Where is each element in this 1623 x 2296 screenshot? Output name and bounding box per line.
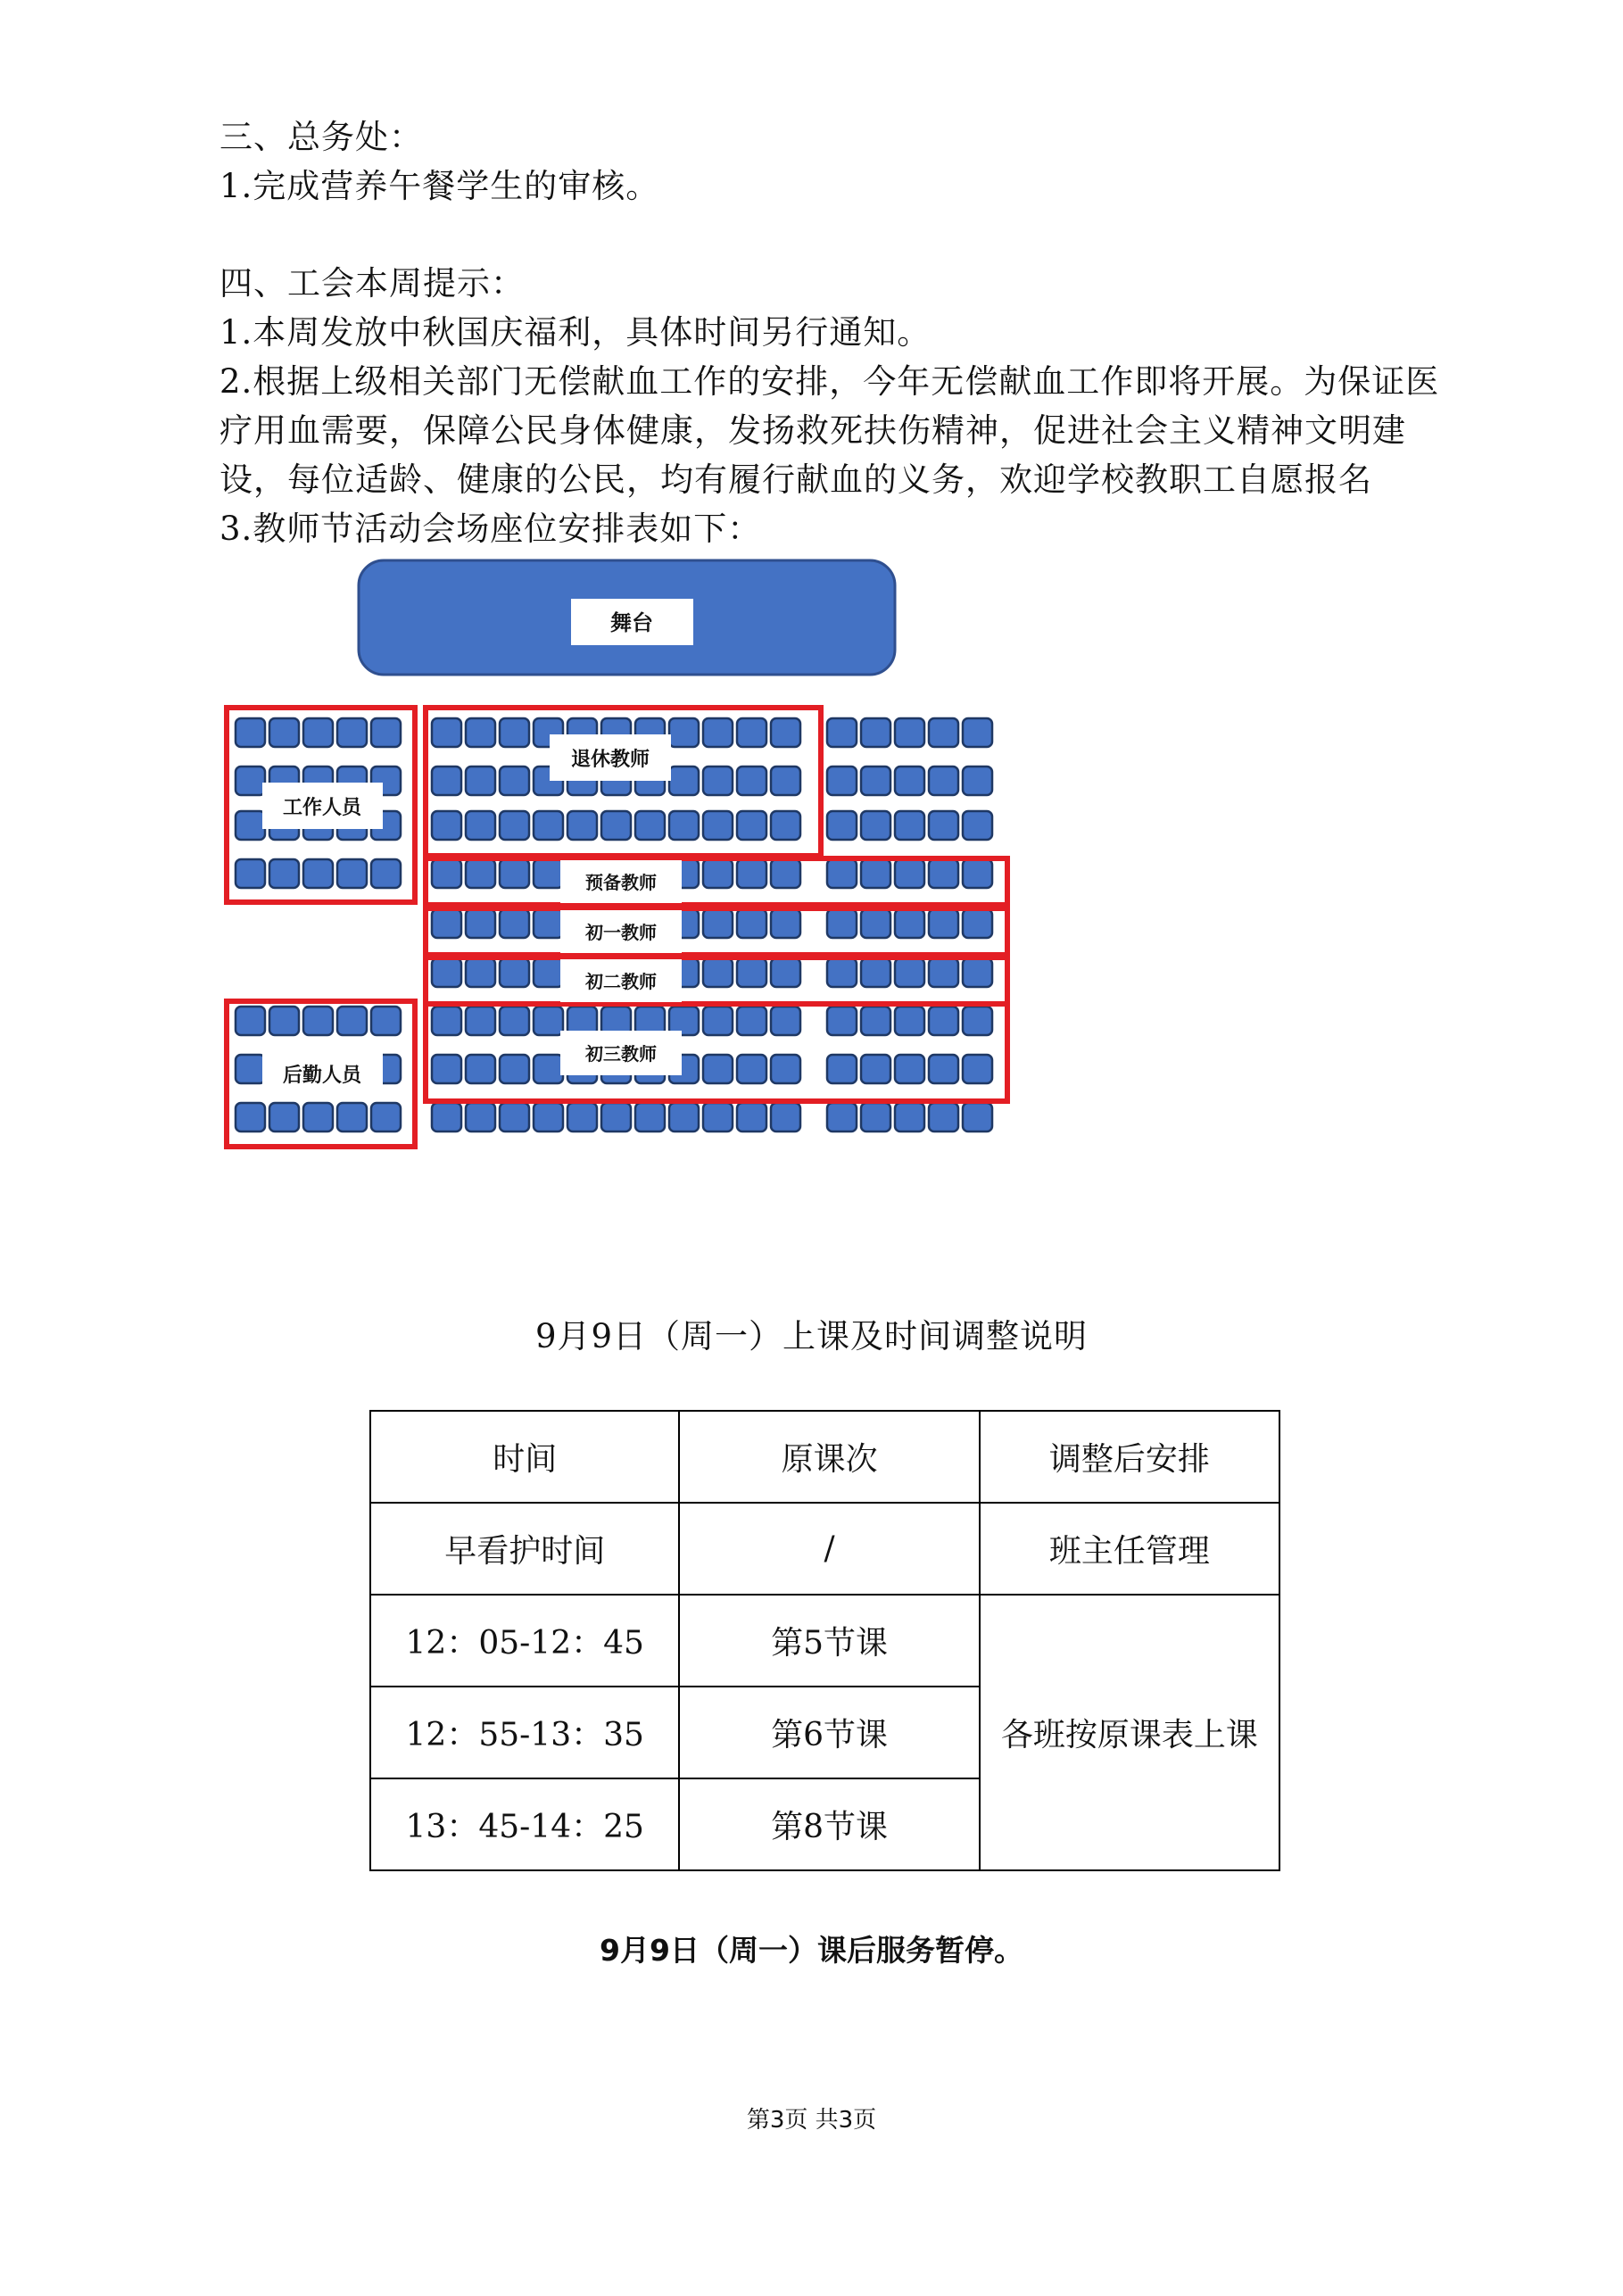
seat — [771, 958, 800, 987]
seat — [500, 958, 529, 987]
seat — [567, 811, 597, 840]
seat — [827, 859, 857, 888]
seat — [500, 811, 529, 840]
union-item-2-line-2: 疗用血需要，保障公民身体健康，发扬救死扶伤精神，促进社会主义精神文明建 — [219, 411, 1406, 450]
seat — [861, 1007, 890, 1035]
seat — [236, 811, 265, 840]
seat — [963, 1007, 992, 1035]
seat — [929, 909, 958, 938]
cell-time: 12：05-12：45 — [370, 1595, 679, 1687]
schedule-table — [369, 1410, 1280, 1871]
header-original-period: 原课次 — [679, 1411, 979, 1503]
seat — [895, 909, 924, 938]
seat — [669, 767, 699, 795]
seat — [737, 958, 766, 987]
seat — [771, 859, 800, 888]
stage-label: 舞台 — [610, 610, 653, 635]
seat — [827, 811, 857, 840]
retired-label: 退休教师 — [570, 749, 650, 771]
union-item-1: 1.本周发放中秋国庆福利，具体时间另行通知。 — [219, 313, 932, 352]
seat — [963, 767, 992, 795]
seat — [269, 1103, 299, 1131]
seat — [534, 1055, 563, 1083]
seat — [534, 958, 563, 987]
seat — [466, 1103, 495, 1131]
seat — [236, 718, 265, 747]
seat — [895, 1055, 924, 1083]
seat — [236, 1055, 265, 1083]
seat — [771, 718, 800, 747]
seat — [827, 909, 857, 938]
cell-merged-arrangement: 各班按原课表上课 — [980, 1595, 1279, 1870]
seat — [601, 811, 631, 840]
grade3-label: 初三教师 — [585, 1043, 657, 1065]
seat — [895, 958, 924, 987]
seat — [895, 811, 924, 840]
union-item-3: 3.教师节活动会场座位安排表如下： — [219, 510, 762, 548]
seat — [500, 859, 529, 888]
seat — [737, 1007, 766, 1035]
seat — [432, 1007, 461, 1035]
seat — [432, 909, 461, 938]
seat — [737, 909, 766, 938]
seat — [269, 859, 299, 888]
seat — [303, 718, 333, 747]
seat — [466, 859, 495, 888]
seat — [635, 811, 665, 840]
seat — [827, 1103, 857, 1131]
seat — [466, 718, 495, 747]
seat — [861, 811, 890, 840]
staff-label: 工作人员 — [282, 797, 362, 819]
union-item-2-line-1: 2.根据上级相关部门无偿献血工作的安排，今年无偿献血工作即将开展。为保证医 — [219, 362, 1440, 401]
seat — [963, 1055, 992, 1083]
logistics-label: 后勤人员 — [282, 1065, 362, 1087]
seat — [895, 718, 924, 747]
header-adjusted-arrangement: 调整后安排 — [980, 1411, 1279, 1503]
seat — [929, 859, 958, 888]
seat — [500, 1103, 529, 1131]
seat — [771, 767, 800, 795]
seat — [895, 767, 924, 795]
seat — [929, 1103, 958, 1131]
seat — [963, 859, 992, 888]
seat — [737, 1055, 766, 1083]
after-school-notice: 9月9日（周一）课后服务暂停。 — [600, 1933, 1023, 1968]
seat — [963, 1103, 992, 1131]
seat — [466, 909, 495, 938]
grade2-label: 初二教师 — [585, 971, 657, 992]
seat — [432, 718, 461, 747]
seat — [567, 1103, 597, 1131]
seat — [703, 811, 733, 840]
seat — [432, 859, 461, 888]
seat — [500, 718, 529, 747]
seat — [737, 859, 766, 888]
seat — [601, 1103, 631, 1131]
seat — [771, 1055, 800, 1083]
prep-label: 预备教师 — [585, 872, 657, 893]
seat — [534, 909, 563, 938]
seat — [269, 1007, 299, 1035]
seat — [466, 958, 495, 987]
seat — [669, 811, 699, 840]
seat — [466, 767, 495, 795]
seat — [703, 718, 733, 747]
seat — [827, 767, 857, 795]
seat — [337, 1103, 367, 1131]
seat — [963, 718, 992, 747]
seat — [703, 909, 733, 938]
seat — [771, 811, 800, 840]
seat — [737, 718, 766, 747]
general-affairs-item-1: 1.完成营养午餐学生的审核。 — [219, 167, 660, 205]
cell-time: 12：55-13：35 — [370, 1687, 679, 1778]
seat — [303, 1103, 333, 1131]
seat — [737, 1103, 766, 1131]
seat — [303, 1007, 333, 1035]
seat — [432, 1103, 461, 1131]
seat — [432, 1055, 461, 1083]
seat — [963, 909, 992, 938]
seat — [861, 958, 890, 987]
cell-period: 第5节课 — [679, 1595, 979, 1687]
seat — [432, 767, 461, 795]
seat — [929, 958, 958, 987]
seat — [236, 1007, 265, 1035]
header-time: 时间 — [370, 1411, 679, 1503]
seat — [303, 859, 333, 888]
seat — [861, 909, 890, 938]
table-row — [370, 1595, 1279, 1687]
seat — [635, 1103, 665, 1131]
seat — [771, 1103, 800, 1131]
seat — [895, 1007, 924, 1035]
seat — [827, 958, 857, 987]
seat — [963, 958, 992, 987]
seat — [861, 859, 890, 888]
seat — [534, 1007, 563, 1035]
seat — [534, 859, 563, 888]
page-footer: 第3页 共3页 — [746, 2107, 877, 2134]
seat — [500, 909, 529, 938]
seat — [703, 1103, 733, 1131]
seat — [929, 767, 958, 795]
seat — [371, 1103, 401, 1131]
cell-period: 第8节课 — [679, 1778, 979, 1870]
seat — [432, 811, 461, 840]
seat — [703, 767, 733, 795]
seat — [337, 718, 367, 747]
seat — [269, 718, 299, 747]
cell-time: 早看护时间 — [370, 1503, 679, 1595]
seat — [737, 767, 766, 795]
general-affairs-heading: 三、总务处： — [219, 118, 423, 156]
seat — [500, 767, 529, 795]
table-header-row — [370, 1411, 1279, 1503]
seat — [371, 1007, 401, 1035]
seat — [861, 1103, 890, 1131]
schedule-caption: 9月9日（周一）上课及时间调整说明 — [534, 1317, 1089, 1355]
union-heading: 四、工会本周提示： — [219, 264, 525, 303]
seat — [337, 859, 367, 888]
seat — [669, 718, 699, 747]
cell-period: / — [679, 1503, 979, 1595]
seat — [703, 1007, 733, 1035]
seat — [236, 1103, 265, 1131]
seat — [534, 811, 563, 840]
cell-arrangement: 班主任管理 — [980, 1503, 1279, 1595]
seat — [895, 1103, 924, 1131]
seat — [337, 1007, 367, 1035]
seat — [929, 811, 958, 840]
seat — [466, 811, 495, 840]
seat — [963, 811, 992, 840]
table-row — [370, 1503, 1279, 1595]
cell-time: 13：45-14：25 — [370, 1778, 679, 1870]
seat — [861, 767, 890, 795]
seat — [534, 1103, 563, 1131]
grade1-label: 初一教师 — [585, 922, 657, 943]
seat — [432, 958, 461, 987]
seat — [466, 1007, 495, 1035]
seat — [771, 1007, 800, 1035]
seat — [500, 1055, 529, 1083]
seat — [703, 1055, 733, 1083]
seat — [703, 958, 733, 987]
seat — [371, 859, 401, 888]
seat — [929, 1007, 958, 1035]
seat — [827, 718, 857, 747]
seat — [861, 718, 890, 747]
seat — [827, 1055, 857, 1083]
seat — [895, 859, 924, 888]
seat — [466, 1055, 495, 1083]
cell-period: 第6节课 — [679, 1687, 979, 1778]
union-item-2-line-3: 设，每位适龄、健康的公民，均有履行献血的义务，欢迎学校教职工自愿报名 — [219, 460, 1372, 499]
seat — [861, 1055, 890, 1083]
seat — [737, 811, 766, 840]
seat — [669, 1103, 699, 1131]
seat — [929, 718, 958, 747]
seat — [236, 767, 265, 795]
seat — [929, 1055, 958, 1083]
seat — [236, 859, 265, 888]
seat — [371, 718, 401, 747]
seat — [827, 1007, 857, 1035]
seat — [703, 859, 733, 888]
seat — [500, 1007, 529, 1035]
seat — [771, 909, 800, 938]
